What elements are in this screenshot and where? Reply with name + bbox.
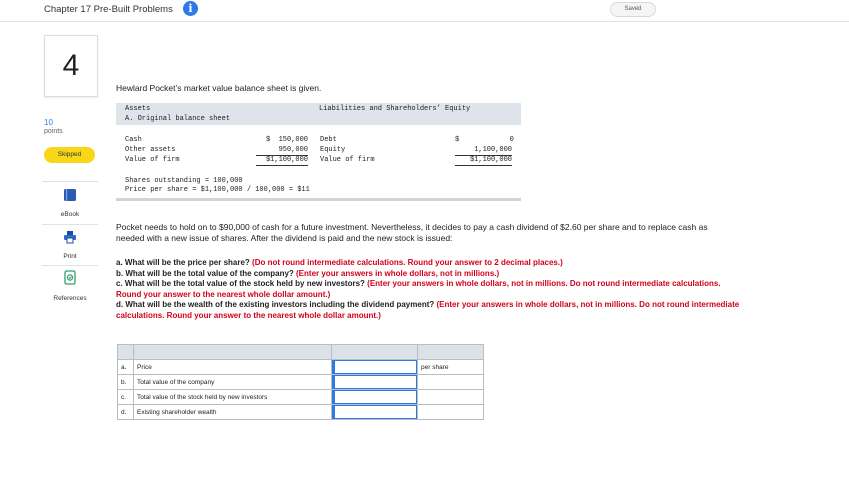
- problem-paragraph: Pocket needs to hold on to $90,000 of cash for a future investment. Nevertheless, it decides to pay a cash dividend of $2.60 per share and to replace cash as needed with a new issue of shares. After the dividend is paid and the new stock is issued:: [116, 222, 708, 243]
- problem-intro: Hewlard Pocket’s market value balance sheet is given.: [116, 83, 322, 93]
- shareholder-wealth-input[interactable]: [332, 405, 417, 419]
- header-cell: [134, 345, 332, 360]
- question-number: 4: [44, 35, 98, 97]
- row-letter: d.: [118, 405, 134, 420]
- row-letter: a.: [118, 360, 134, 375]
- balance-sheet: [116, 103, 521, 200]
- status-badge: Skipped: [44, 147, 95, 163]
- table-row: [118, 405, 484, 420]
- row-unit: [418, 375, 484, 390]
- row-label: Total value of the stock held by new investors: [134, 390, 332, 405]
- question-d: d. What will be the wealth of the existing investors including the dividend payment? (Enter your answers in whole dollars, not in millions. Do not round intermediate calculations. Round your answer to the nearest whole dollar amount.): [116, 300, 740, 320]
- rail-divider: [42, 265, 98, 266]
- header-cell: [418, 345, 484, 360]
- header-cell: [118, 345, 134, 360]
- info-icon[interactable]: i: [183, 1, 198, 16]
- bs-asset-value: $1,100,000: [256, 156, 308, 166]
- row-unit: per share: [418, 360, 484, 375]
- ebook-label: eBook: [60, 211, 80, 218]
- bs-liability-label: Debt: [320, 136, 337, 144]
- references-button[interactable]: [44, 270, 96, 300]
- points-label: points: [44, 128, 63, 135]
- price-input[interactable]: [332, 360, 417, 374]
- question-list: [116, 258, 746, 321]
- bs-liability-label: Value of firm: [320, 156, 375, 164]
- bs-liability-label: Equity: [320, 146, 346, 154]
- rail-divider: [42, 224, 98, 225]
- print-icon: [63, 230, 77, 244]
- header-cell: [332, 345, 418, 360]
- shares-outstanding-line: Shares outstanding = 100,000: [125, 177, 243, 185]
- rail-divider: [42, 181, 98, 182]
- row-unit: [418, 405, 484, 420]
- saved-status-badge: Saved: [610, 2, 656, 17]
- row-letter: c.: [118, 390, 134, 405]
- answer-table-header: [118, 345, 484, 360]
- ebook-button[interactable]: [44, 188, 96, 218]
- price-per-share-line: Price per share = $1,100,000 / 100,000 = $11: [125, 186, 310, 194]
- book-icon: [63, 188, 77, 202]
- top-header: [0, 0, 849, 22]
- print-button[interactable]: [44, 230, 96, 260]
- bs-asset-label: Value of firm: [125, 156, 180, 164]
- bs-liability-value: $1,100,000: [455, 156, 512, 166]
- company-value-input[interactable]: [332, 375, 417, 389]
- question-a: a. What will be the price per share? (Do not round intermediate calculations. Round your answer to 2 decimal places.): [116, 258, 563, 267]
- answer-table: [117, 344, 484, 420]
- bs-liability-value: 1,100,000: [455, 146, 512, 156]
- new-investors-value-input[interactable]: [332, 390, 417, 404]
- table-row: [118, 375, 484, 390]
- bs-liability-value: $ 0: [455, 136, 514, 144]
- print-label: Print: [63, 253, 77, 260]
- chapter-title: Chapter 17 Pre-Built Problems: [44, 4, 173, 15]
- references-label: References: [53, 295, 87, 302]
- points-value: 10: [44, 118, 53, 127]
- row-letter: b.: [118, 375, 134, 390]
- bs-asset-value: 950,000: [256, 146, 308, 156]
- row-label: Price: [134, 360, 332, 375]
- balance-sheet-footer-bar: [116, 198, 521, 201]
- bs-asset-label: Other assets: [125, 146, 176, 154]
- assets-header: Assets: [125, 105, 151, 113]
- references-icon: [63, 270, 77, 286]
- question-b: b. What will be the total value of the company? (Enter your answers in whole dollars, not in millions.): [116, 268, 500, 278]
- row-label: Existing shareholder wealth: [134, 405, 332, 420]
- balance-sheet-subtitle: A. Original balance sheet: [125, 115, 231, 123]
- table-row: [118, 360, 484, 375]
- liabilities-header: Liabilities and Shareholders’ Equity: [319, 105, 471, 113]
- row-label: Total value of the company: [134, 375, 332, 390]
- table-row: [118, 390, 484, 405]
- bs-asset-label: Cash: [125, 136, 142, 144]
- question-c: c. What will be the total value of the stock held by new investors? (Enter your answers in whole dollars, not in millions. Do not round intermediate calculations. Round your answer to the nearest whole dollar amount.): [116, 279, 721, 299]
- row-unit: [418, 390, 484, 405]
- bs-asset-value: $ 150,000: [265, 136, 308, 144]
